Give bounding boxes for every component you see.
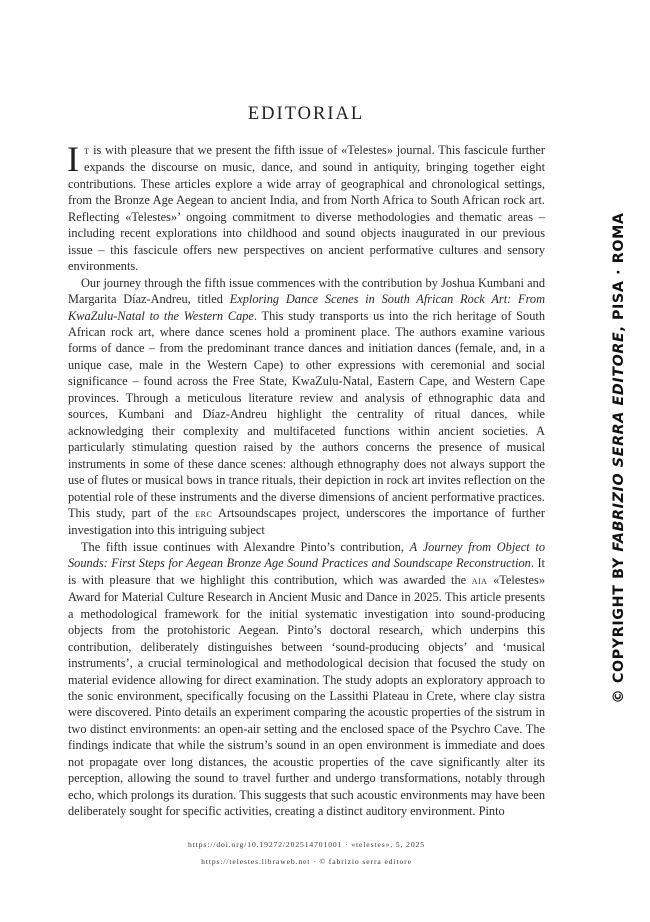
article-title-pinto: A Journey from Object to Sounds: First Steps for Aegean Bronze Age Sound Practices and Soundscape Reconstruction xyxy=(68,539,545,571)
copyright-prefix: © COPYRIGHT BY xyxy=(611,551,627,704)
paragraph-kumbani xyxy=(68,275,545,539)
paragraph-kumbani-text-1: Our journey through the fifth issue commences with the contribution by Joshua Kumbani and Margarita Díaz-Andreu, titled xyxy=(68,275,545,307)
copyright-suffix: , PISA · ROMA xyxy=(611,212,627,332)
copyright-notice xyxy=(611,212,627,703)
footer-doi-line: https://doi.org/10.19272/202514701001 · «telestes», 5, 2025 xyxy=(188,840,425,849)
paragraph-pinto-text-1: The fifth issue continues with Alexandre Pinto’s contribution, xyxy=(81,539,410,554)
article-title-kumbani: Exploring Dance Scenes in South African Rock Art: From KwaZulu-Natal to the Western Cape xyxy=(68,292,545,323)
acronym-erc: erc xyxy=(195,507,213,520)
drop-cap: I xyxy=(67,139,79,179)
lead-smallcaps: t xyxy=(84,145,90,157)
article-body xyxy=(67,139,546,820)
paragraph-pinto-text-3: «Telestes» Award for Material Culture Research in Ancient Music and Dance in 2025. This article presents a methodological framework for the initial systematic investigation into sound-producing objects from the protohistoric Aegean. Pinto’s doctoral research, which underpins this contribution, deliberately distinguishes between ‘sound-producing objects’ and ‘musical instruments’, a crucial terminological and methodological decision that focused the study on material evidence allowing for direct examination. The study adopts an exploratory approach to the sonic environment, specifically focusing on the Lassithi Plateau in Crete, where clay sistra were discovered. Pinto details an experiment comparing the acoustic properties of the sistrum in two distinct environments: an open-air setting and the enclosed space of the Psychro Cave. The findings indicate that while the sistrum’s sound in an open environment is immediate and does not propagate over long distances, the acoustic properties of the cave significantly alter its perception, allowing the sound to travel further and undergo transformations, notably through echo, which prolongs its duration. This suggests that such acoustic environments may have been deliberately sought for specific activities, creating a distinct auditory environment. Pinto xyxy=(68,572,545,819)
paragraph-kumbani-text-3: Artsoundscapes project, underscores the importance of further investigation into this intriguing subject xyxy=(68,505,546,538)
paragraph-intro-text: is with pleasure that we present the fifth issue of «Telestes» journal. This fascicule further expands the discourse on music, dance, and sound in antiquity, bringing together eight contributions. These articles explore a wide array of geographical and chronological settings, from the Bronze Age Aegean to ancient India, and from North Africa to South African rock art. Reflecting «Telestes»’ ongoing commitment to diverse methodologies and thematic areas – including recent explorations into childhood and sound objects inaugurated in our previous issue – this fascicule offers new perspectives on ancient performative cultures and sensory environments. xyxy=(68,143,545,274)
paragraph-kumbani-text-2: . This study transports us into the rich heritage of South African rock art, where dance scenes hold a prominent place. The authors examine various forms of dance – from the predominant trance dances and initiation dances (female, and, in a unique case, male in the Western Cape) to other expressions with ceremonial and social significance – found across the Free State, KwaZulu-Natal, Eastern Cape, and Western Cape provinces. Through a meticulous literature review and analysis of ethnographic data and sources, Kumbani and Díaz-Andreu highlight the centrality of ritual dances, while acknowledging their complexity and multifaceted functions within ancient societies. A particularly stimulating question raised by the authors concerns the presence of musical instruments in some of these dance scenes: although ethnography does not always support the use of flutes or musical bows in trance rituals, their depiction in rock art invites reflection on the potential role of these instruments and the diverse dimensions of ancient performative practices. This study, part of the xyxy=(68,308,545,520)
copyright-publisher: FABRIZIO SERRA EDITORE xyxy=(611,331,627,552)
acronym-aia: aia xyxy=(471,574,488,587)
footer-website-line: https://telestes.libraweb.net · © fabrizio serra editore xyxy=(201,857,412,866)
page-title: EDITORIAL xyxy=(247,104,365,124)
paragraph-intro xyxy=(67,139,545,275)
paragraph-pinto xyxy=(68,539,545,820)
paragraph-pinto-text-2: . It is with pleasure that we highlight this contribution, which was awarded the xyxy=(68,556,545,587)
